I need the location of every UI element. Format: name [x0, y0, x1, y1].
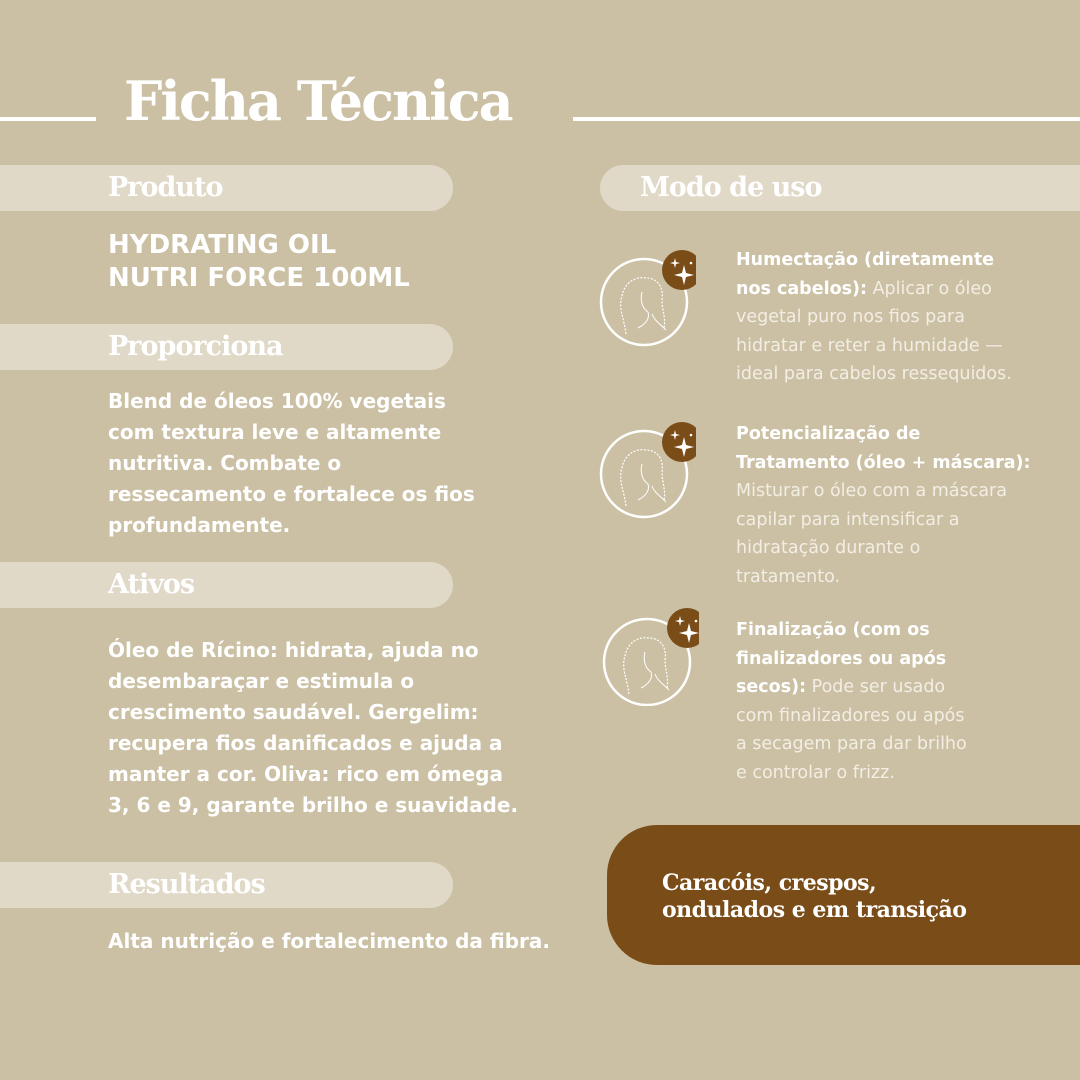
section-heading: Resultados — [108, 869, 265, 900]
hair-types-line: Caracóis, crespos, — [662, 870, 877, 896]
section-header-resultados — [0, 862, 453, 908]
step-title: Humectação (diretamente — [736, 250, 995, 270]
resultados-text: Alta nutrição e fortalecimento da fibra. — [108, 929, 550, 953]
step-title: Tratamento (óleo + máscara): — [736, 452, 1031, 473]
product-name — [108, 229, 410, 295]
curly-hair-woman-sparkle-icon — [596, 248, 696, 348]
section-heading: Modo de uso — [640, 172, 822, 203]
section-header-proporciona — [0, 324, 453, 370]
section-header-produto — [0, 165, 453, 211]
step-title: finalizadores ou após — [736, 648, 947, 669]
step-text: com finalizadores ou após — [736, 705, 965, 726]
hair-types-line: ondulados e em transição — [662, 897, 967, 923]
section-heading: Proporciona — [108, 331, 283, 362]
step-text: Misturar o óleo com a máscara — [736, 481, 1007, 501]
product-name-line: HYDRATING OIL — [108, 230, 337, 260]
text-line: 3, 6 e 9, garante brilho e suavidade. — [108, 793, 519, 817]
step-text: e controlar o frizz. — [736, 762, 895, 783]
usage-step-potencializacao — [736, 420, 1031, 591]
text-line: crescimento saudável. Gergelim: — [108, 700, 479, 724]
step-text: Aplicar o óleo — [867, 278, 992, 299]
title-rule-right — [573, 117, 1080, 121]
product-name-line: NUTRI FORCE 100ML — [108, 263, 410, 293]
step-text: vegetal puro nos fios para — [736, 307, 965, 327]
step-title: secos): — [736, 677, 807, 697]
step-title: nos cabelos): — [736, 278, 868, 299]
step-text: a secagem para dar brilho — [736, 734, 967, 754]
step-text: ideal para cabelos ressequidos. — [736, 364, 1012, 384]
step-text: hidratação durante o — [736, 538, 921, 558]
text-line: ressecamento e fortalece os fios — [108, 482, 475, 506]
step-text: hidratar e reter a humidade — — [736, 335, 1003, 356]
step-title: Finalização (com os — [736, 620, 930, 640]
text-line: desembaraçar e estimula o — [108, 669, 415, 693]
text-line: nutritiva. Combate o — [108, 451, 342, 475]
step-text: Pode ser usado — [806, 677, 946, 697]
page-title: Ficha Técnica — [124, 69, 512, 133]
step-text: capilar para intensificar a — [736, 509, 960, 530]
usage-step-finalizacao — [736, 616, 967, 787]
text-line: Óleo de Rícino: hidrata, ajuda no — [108, 638, 479, 662]
curly-hair-woman-sparkle-icon — [599, 606, 699, 706]
text-line: com textura leve e altamente — [108, 420, 442, 444]
proporciona-text — [108, 386, 475, 541]
step-title: Potencialização de — [736, 424, 921, 444]
curly-hair-woman-sparkle-icon — [596, 420, 696, 520]
text-line: manter a cor. Oliva: rico em ómega — [108, 762, 503, 786]
ativos-text — [108, 635, 518, 821]
text-line: recupera fios danificados e ajuda a — [108, 731, 503, 755]
section-heading: Ativos — [108, 569, 195, 600]
section-header-ativos — [0, 562, 453, 608]
title-rule-left — [0, 117, 96, 121]
section-header-modo-de-uso — [600, 165, 1080, 211]
hair-types-text — [662, 870, 966, 924]
text-line: Blend de óleos 100% vegetais — [108, 389, 446, 413]
text-line: profundamente. — [108, 513, 291, 537]
step-text: tratamento. — [736, 566, 841, 587]
usage-step-humectacao — [736, 246, 1012, 389]
section-heading: Produto — [108, 172, 223, 203]
